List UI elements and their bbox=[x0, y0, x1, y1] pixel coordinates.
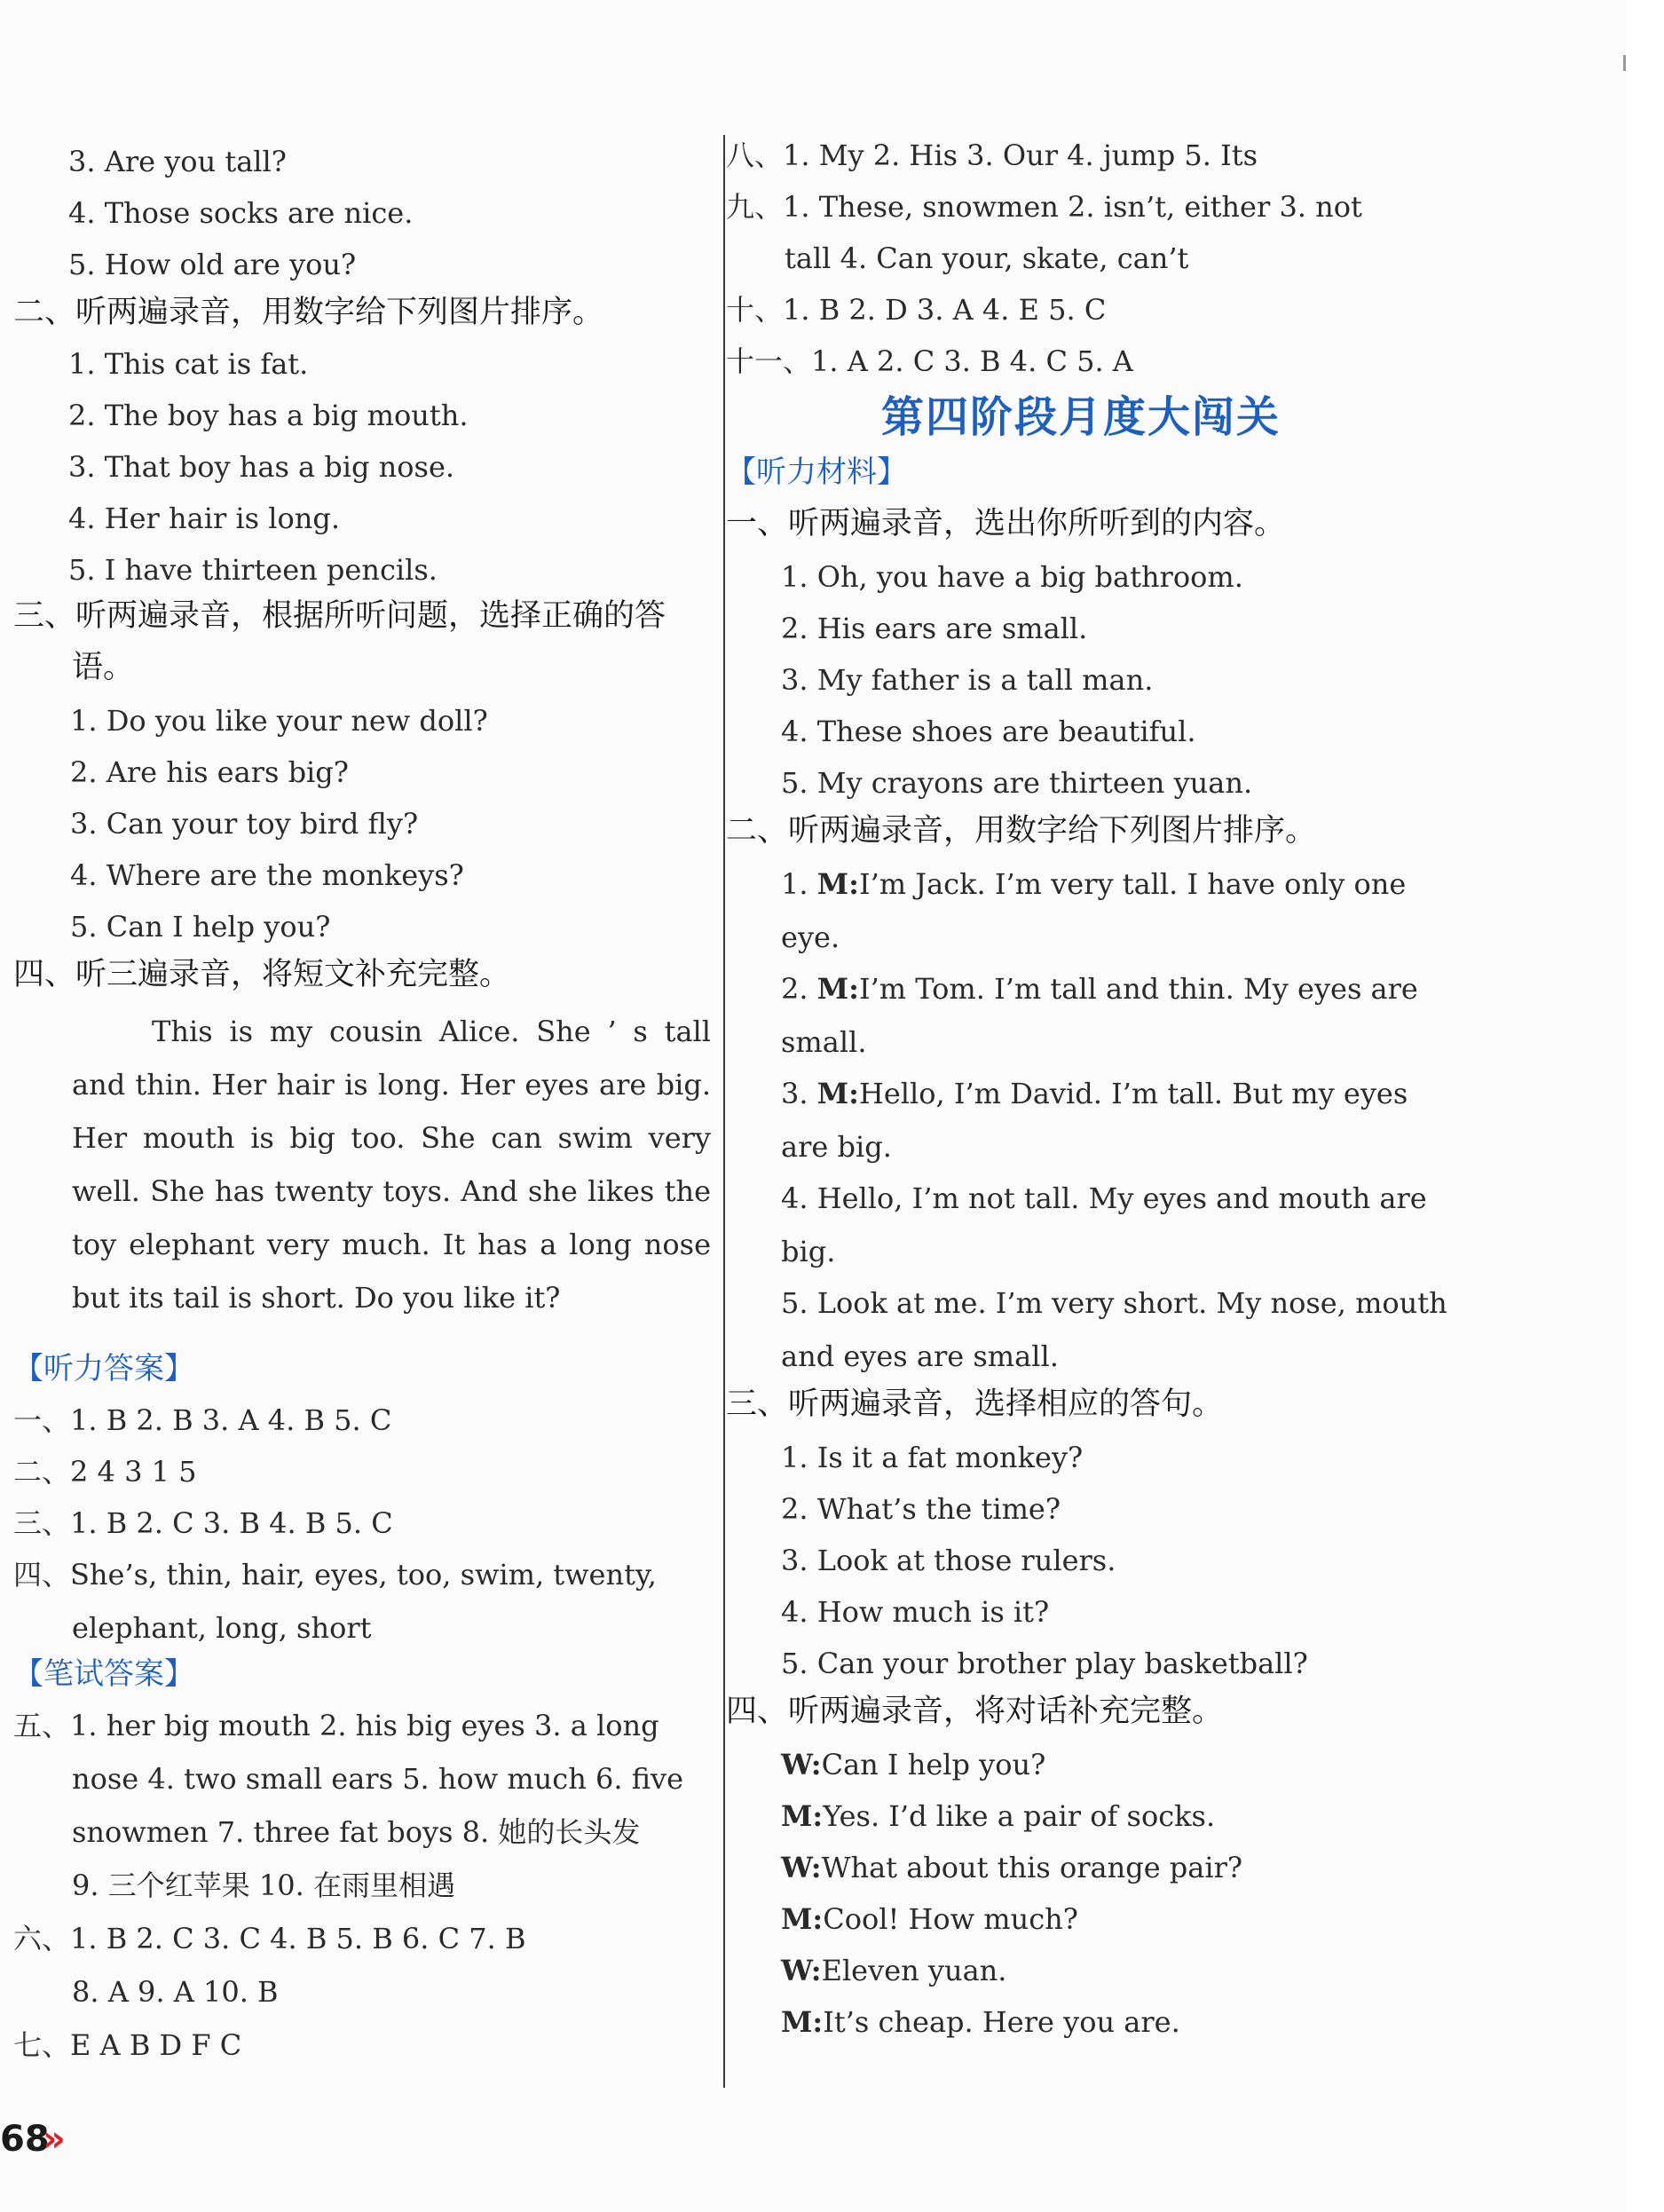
question-line: 2. The boy has a big mouth. bbox=[68, 399, 469, 432]
section-title: 第四阶段月度大闯关 bbox=[880, 392, 1281, 442]
answer-line: 六、1. B 2. C 3. C 4. B 5. B 6. C 7. B bbox=[13, 1922, 526, 1955]
question-line: 2. His ears are small. bbox=[781, 612, 1088, 645]
question-line: 3. Are you tall? bbox=[68, 145, 287, 178]
speaker-label: W: bbox=[781, 1748, 822, 1781]
answer-line: 四、She’s, thin, hair, eyes, too, swim, twenty, bbox=[13, 1558, 657, 1592]
answer-line-cont: elephant, long, short bbox=[72, 1611, 372, 1645]
dialogue-text: What about this orange pair? bbox=[821, 1851, 1243, 1884]
question-line: 5. Can I help you? bbox=[70, 910, 331, 944]
question-line: 2. What’s the time? bbox=[781, 1492, 1061, 1526]
speaker-label: M: bbox=[816, 972, 859, 1006]
dialogue-text: Can I help you? bbox=[821, 1748, 1046, 1781]
dialogue-line-cont: are big. bbox=[781, 1130, 892, 1164]
dialogue-line bbox=[726, 971, 1418, 1007]
dialogue-line: 4. Hello, I’m not tall. My eyes and mouth are bbox=[781, 1181, 1427, 1215]
section-heading: 三、听两遍录音，选择相应的答句。 bbox=[726, 1386, 1224, 1422]
question-line: 4. How much is it? bbox=[781, 1595, 1050, 1629]
dialogue-line-cont: eye. bbox=[781, 920, 840, 954]
speaker-label: M: bbox=[781, 1799, 824, 1833]
section-heading: 四、听两遍录音，将对话补充完整。 bbox=[726, 1694, 1224, 1729]
dialogue-line: 5. Look at me. I’m very short. My nose, mouth bbox=[781, 1286, 1447, 1320]
question-line: 4. Where are the monkeys? bbox=[70, 858, 464, 892]
speaker-label: W: bbox=[781, 1851, 822, 1884]
section-heading: 二、听两遍录音，用数字给下列图片排序。 bbox=[13, 295, 604, 330]
question-line: 1. Do you like your new doll? bbox=[70, 704, 488, 738]
answer-line: 五、1. her big mouth 2. his big eyes 3. a long bbox=[13, 1709, 659, 1742]
question-line: 5. How old are you? bbox=[68, 248, 357, 281]
question-line: 4. Those socks are nice. bbox=[68, 196, 414, 230]
speaker-label: M: bbox=[816, 867, 859, 901]
item-number: 1. bbox=[781, 867, 808, 901]
question-line: 3. My father is a tall man. bbox=[781, 663, 1154, 697]
question-line: 1. This cat is fat. bbox=[68, 347, 309, 381]
dialogue-text: It’s cheap. Here you are. bbox=[823, 2005, 1180, 2039]
column-divider bbox=[723, 135, 725, 2088]
speaker-label: M: bbox=[781, 1902, 824, 1936]
answer-heading: 【笔试答案】 bbox=[13, 1656, 194, 1692]
dialogue-line bbox=[726, 866, 1406, 902]
double-chevron-icon: » bbox=[43, 2119, 66, 2160]
speaker-label: M: bbox=[781, 2005, 824, 2039]
answer-line-cont: nose 4. two small ears 5. how much 6. five bbox=[72, 1762, 684, 1796]
question-line: 1. Is it a fat monkey? bbox=[781, 1441, 1084, 1474]
dialogue-text: Yes. I’d like a pair of socks. bbox=[823, 1799, 1216, 1833]
dialogue-text: Hello, I’m David. I’m tall. But my eyes bbox=[858, 1077, 1408, 1110]
dialogue-text: Eleven yuan. bbox=[821, 1954, 1007, 1987]
dialogue-line bbox=[726, 2004, 1180, 2040]
question-line: 5. My crayons are thirteen yuan. bbox=[781, 766, 1253, 800]
passage: This is my cousin Alice. She ’ s tall and thin. Her hair is long. Her eyes are big. Her mouth is big too. She can swim very well. She has twenty toys. And she likes the toy elephant very much. It has a long nose but its tail is short. Do you like it? bbox=[72, 1015, 711, 1315]
page-edge-mark bbox=[1623, 55, 1626, 71]
answer-line-cont: 8. A 9. A 10. B bbox=[72, 1975, 279, 2009]
section-heading-cont: 语。 bbox=[72, 650, 135, 685]
dialogue-line-cont: big. bbox=[781, 1235, 836, 1268]
dialogue-line bbox=[726, 1798, 1215, 1834]
section-heading: 三、听两遍录音，根据所听问题，选择正确的答 bbox=[13, 598, 666, 634]
dialogue-line-cont: small. bbox=[781, 1025, 867, 1059]
speaker-label: W: bbox=[781, 1954, 822, 1987]
dialogue-line bbox=[726, 1076, 1408, 1111]
question-line: 5. I have thirteen pencils. bbox=[68, 553, 438, 587]
answer-line: 一、1. B 2. B 3. A 4. B 5. C bbox=[13, 1403, 392, 1437]
question-line: 4. These shoes are beautiful. bbox=[781, 715, 1196, 748]
answer-line-cont: tall 4. Can your, skate, can’t bbox=[785, 241, 1189, 275]
section-heading: 一、听两遍录音，选出你所听到的内容。 bbox=[726, 506, 1286, 541]
item-number: 3. bbox=[781, 1077, 808, 1110]
dialogue-text: I’m Tom. I’m tall and thin. My eyes are bbox=[858, 972, 1418, 1006]
question-line: 3. Look at those rulers. bbox=[781, 1544, 1116, 1577]
page-edge bbox=[1627, 0, 1664, 2212]
section-heading: 四、听三遍录音，将短文补充完整。 bbox=[13, 957, 511, 992]
answer-heading: 【听力答案】 bbox=[13, 1351, 194, 1386]
dialogue-line bbox=[726, 1901, 1078, 1937]
section-heading: 二、听两遍录音，用数字给下列图片排序。 bbox=[726, 813, 1317, 849]
answer-line: 三、1. B 2. C 3. B 4. B 5. C bbox=[13, 1506, 393, 1540]
question-line: 2. Are his ears big? bbox=[70, 755, 349, 789]
question-line: 5. Can your brother play basketball? bbox=[781, 1647, 1308, 1680]
question-line: 3. That boy has a big nose. bbox=[68, 450, 455, 484]
answer-line: 十、1. B 2. D 3. A 4. E 5. C bbox=[726, 293, 1107, 327]
answer-line: 九、1. These, snowmen 2. isn’t, either 3. not bbox=[726, 190, 1362, 224]
material-heading: 【听力材料】 bbox=[726, 454, 907, 490]
speaker-label: M: bbox=[816, 1077, 859, 1110]
dialogue-text: Cool! How much? bbox=[823, 1902, 1078, 1936]
answer-line-cont: 9. 三个红苹果 10. 在雨里相遇 bbox=[72, 1868, 455, 1902]
question-line: 1. Oh, you have a big bathroom. bbox=[781, 560, 1243, 594]
dialogue-line-cont: and eyes are small. bbox=[781, 1339, 1059, 1373]
answer-line: 八、1. My 2. His 3. Our 4. jump 5. Its bbox=[726, 138, 1258, 172]
dialogue-text: I’m Jack. I’m very tall. I have only one bbox=[858, 867, 1407, 901]
page-number: 68 bbox=[0, 2119, 50, 2160]
dialogue-line bbox=[726, 1953, 1006, 1988]
answer-line-cont: snowmen 7. three fat boys 8. 她的长头发 bbox=[72, 1815, 641, 1849]
answer-line: 十一、1. A 2. C 3. B 4. C 5. A bbox=[726, 344, 1133, 378]
dialogue-line bbox=[726, 1850, 1242, 1885]
dialogue-line bbox=[726, 1747, 1045, 1782]
question-line: 4. Her hair is long. bbox=[68, 502, 340, 535]
answer-line: 七、E A B D F C bbox=[13, 2028, 242, 2062]
question-line: 3. Can your toy bird fly? bbox=[70, 807, 419, 841]
answer-line: 二、2 4 3 1 5 bbox=[13, 1455, 197, 1489]
item-number: 2. bbox=[781, 972, 808, 1006]
